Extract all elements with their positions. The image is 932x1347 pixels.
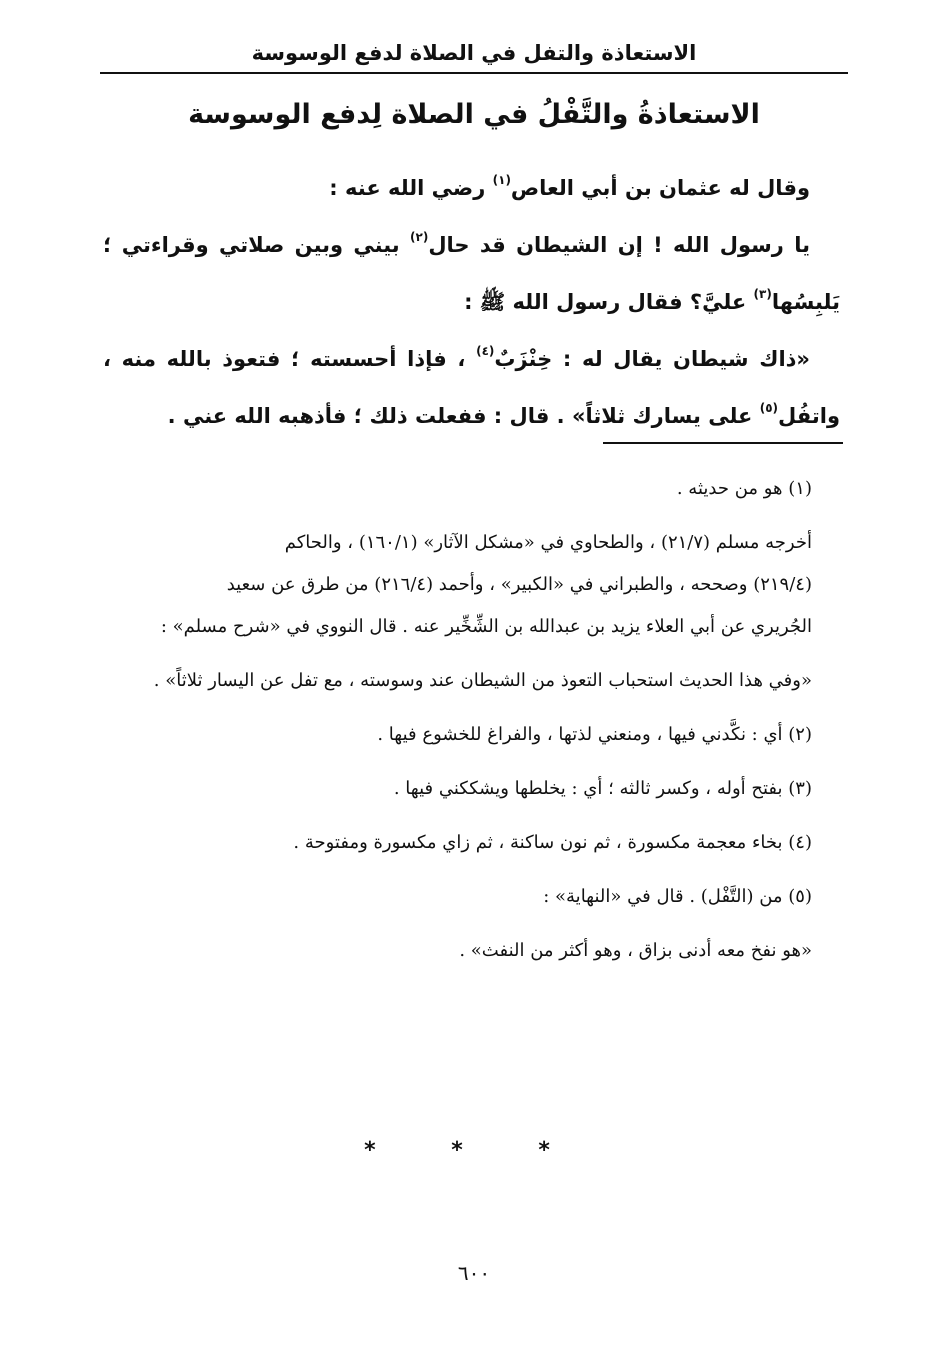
- paragraph-2-text-a: يا رسول الله ! إن الشيطان قد حال: [428, 233, 810, 257]
- footnotes: [105, 468, 840, 972]
- paragraph-1: [103, 160, 840, 217]
- footnote-ref-3: (٣): [753, 287, 772, 301]
- paragraph-3: [103, 331, 840, 445]
- section-ornament: * * *: [364, 1138, 584, 1163]
- footnote-5-quote: «هو نفخ معه أدنى بزاق ، وهو أكثر من النفث» .: [459, 940, 812, 961]
- footnote-separator: [603, 442, 843, 444]
- chapter-title: الاستعاذةُ والتَّفْلُ في الصلاة لِدفع الوسوسة: [188, 99, 760, 130]
- footnote-2: (٢) أي : نكَّدني فيها ، ومنعني لذتها ، والفراغ للخشوع فيها .: [377, 724, 812, 745]
- main-text: [103, 160, 840, 445]
- footnote-1-line-1: أخرجه مسلم (٢١/٧) ، والطحاوي في «مشكل الآثار» (١٦٠/١) ، والحاكم: [284, 532, 812, 553]
- paragraph-1-text-a: وقال له عثمان بن أبي العاص: [510, 176, 810, 200]
- footnote-1-line-2: (٢١٩/٤) وصححه ، والطبراني في «الكبير» ، وأحمد (٢١٦/٤) من طرق عن سعيد: [226, 574, 812, 595]
- footnote-ref-5: (٥): [759, 401, 778, 415]
- footnote-1-line-3: الجُريري عن أبي العلاء يزيد بن عبدالله بن الشِّخِّير عنه . قال النووي في «شرح مسلم» :: [160, 616, 812, 637]
- paragraph-3-text-c: على يسارك ثلاثاً» . قال : ففعلت ذلك ؛ فأذهبه الله عني .: [167, 404, 760, 428]
- paragraph-2-text-c: عليَّ؟ فقال رسول الله ﷺ :: [464, 290, 754, 314]
- running-header: الاستعاذة والتفل في الصلاة لدفع الوسوسة: [251, 41, 697, 65]
- paragraph-3-text-a: «ذاك شيطان يقال له : خِنْزَبٌ: [494, 347, 810, 371]
- footnote-1-citation: [105, 522, 840, 648]
- header-rule: [100, 72, 848, 74]
- paragraph-3-text-b: ، فإذا أحسسته ؛ فتعوذ بالله منه ، واتفُل: [103, 347, 840, 428]
- footnote-1-title: (١) هو من حديثه .: [676, 478, 812, 499]
- footnote-1-quote: «وفي هذا الحديث استحباب التعوذ من الشيطان عند وسوسته ، مع تفل عن اليسار ثلاثاً» .: [153, 670, 812, 691]
- page-number: ٦٠٠: [457, 1261, 491, 1285]
- paragraph-2-text-b: بيني وبين صلاتي وقراءتي ؛ يَلبِسُها: [103, 233, 840, 314]
- footnote-4: (٤) بخاء معجمة مكسورة ، ثم نون ساكنة ، ثم زاي مكسورة ومفتوحة .: [293, 832, 812, 853]
- footnote-ref-1: (١): [492, 173, 511, 187]
- footnote-ref-2: (٢): [410, 230, 429, 244]
- paragraph-1-text-b: رضي الله عنه :: [329, 176, 493, 200]
- paragraph-2: [103, 217, 840, 331]
- footnote-5: (٥) من (التَّفْل) . قال في «النهاية» :: [543, 886, 812, 907]
- footnote-ref-4: (٤): [476, 344, 495, 358]
- footnote-3: (٣) بفتح أوله ، وكسر ثالثه ؛ أي : يخلطها ويشككني فيها .: [393, 778, 812, 799]
